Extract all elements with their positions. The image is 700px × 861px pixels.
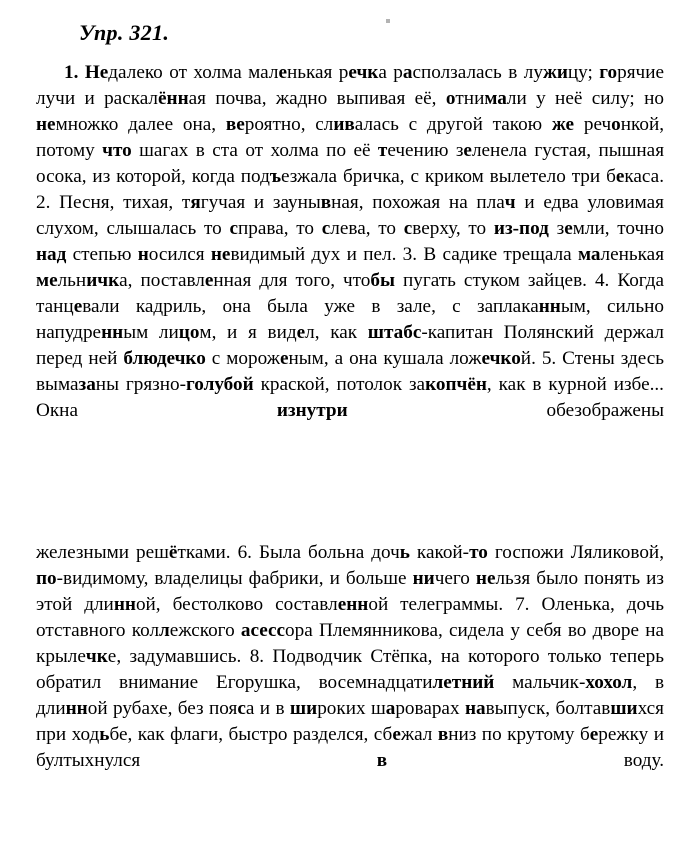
emphasis-span: с — [237, 698, 246, 719]
emphasis-span: е — [463, 140, 472, 161]
emphasis-span: ённ — [158, 88, 189, 109]
emphasis-span: за — [78, 374, 96, 395]
emphasis-span: ичк — [86, 270, 120, 291]
exercise-paragraph-1: 1. Недалеко от холма маленькая речка расползалась в лужицу; горячие лучи и раскалённая почва, жадно выпивая её, отнимали у неё силу; но немножко далее она, вероятно, сливалась с другой такою же речонкой, потому что шагах в ста от холма по её течению зеленела густая, пышная осока, из которой, когда подъезжала бричка, с криком вылетело три бекаса. 2. Песня, тихая, тягучая и заунывная, похожая на плач и едва уловимая слухом, слышалась то справа, то слева, то сверху, то из-под земли, точно над степью носился невидимый дух и пел. 3. В садике трещала маленькая мельничка, поставленная для того, чтобы пугать стуком зайцев. 4. Когда танцевали кадриль, она была уже в зале, с заплаканным, сильно напудренным лицом, и я видел, как штабс-капитан Полянский держал перед ней блюдечко с мороженым, а она кушала ложечкой. 5. Стены здесь вымазаны грязно-голубой краской, потолок закопчён, как в курной избе... Окна изнутри обезображены — [36, 62, 665, 421]
emphasis-span: ма — [484, 88, 507, 109]
emphasis-span: е — [589, 724, 599, 745]
emphasis-span: е — [73, 296, 83, 317]
emphasis-span: т — [377, 140, 388, 161]
emphasis-span: е — [279, 348, 289, 369]
emphasis-span: с — [403, 218, 413, 239]
emphasis-span: хохол — [585, 672, 633, 693]
emphasis-span: е — [564, 218, 573, 239]
emphasis-span: ь — [399, 542, 410, 563]
emphasis-span: Не — [84, 62, 109, 83]
emphasis-span: в — [320, 192, 332, 213]
emphasis-span: асесс — [240, 620, 286, 641]
emphasis-span: не — [210, 244, 231, 265]
emphasis-span: ъ — [269, 166, 282, 187]
emphasis-span: ч — [504, 192, 516, 213]
emphasis-span: ечк — [348, 62, 379, 83]
emphasis-span: изнутри — [276, 400, 348, 421]
emphasis-span: л — [159, 620, 170, 641]
emphasis-span: на — [464, 698, 486, 719]
emphasis-span: не — [475, 568, 496, 589]
emphasis-span: ив — [333, 114, 355, 135]
emphasis-span: я — [190, 192, 201, 213]
emphasis-span: ни — [412, 568, 435, 589]
emphasis-span: нн — [65, 698, 88, 719]
emphasis-span: из-под — [493, 218, 549, 239]
emphasis-span: го — [599, 62, 618, 83]
emphasis-span: а — [402, 62, 413, 83]
emphasis-span: чк — [85, 646, 108, 667]
scan-artifact-speck — [386, 19, 390, 23]
emphasis-span: ме — [36, 270, 58, 291]
emphasis-span: нн — [101, 322, 124, 343]
emphasis-span: ь — [99, 724, 110, 745]
exercise-title: Упр. 321. — [79, 20, 170, 45]
emphasis-span: енн — [337, 594, 369, 615]
emphasis-span: с — [321, 218, 331, 239]
emphasis-span: ши — [610, 698, 638, 719]
emphasis-span: по — [36, 568, 57, 589]
emphasis-span: с — [229, 218, 239, 239]
emphasis-span: о — [445, 88, 456, 109]
emphasis-span: ши — [289, 698, 318, 719]
emphasis-span: то — [469, 542, 488, 563]
emphasis-span: ё — [168, 542, 178, 563]
emphasis-span: что — [102, 140, 132, 161]
emphasis-span: е — [204, 270, 214, 291]
emphasis-span: а — [385, 698, 396, 719]
exercise-paragraph-2: железными решётками. 6. Была больна дочь какой-то госпожи Ляликовой, по-видимому, владелицы фабрики, и больше ничего нельзя было понять из этой длинной, бестолково составленной телеграммы. 7. Оленька, дочь отставного коллежского асессора Племянникова, сидела у себя во дворе на крылечке, задумавшись. 8. Подводчик Стёпка, на которого только теперь обратил внимание Егорушка, восемнадцатилетний мальчик-хохол, в длинной рубахе, без пояса и в широких шароварах навыпуск, болтавшихся при ходьбе, как флаги, быстро разделся, сбежал вниз по крутому бережку и бултыхнулся в воду. — [36, 542, 665, 771]
emphasis-span: бы — [370, 270, 395, 291]
emphasis-span: ма — [577, 244, 601, 265]
emphasis-span: нн — [113, 594, 136, 615]
emphasis-span: в — [437, 724, 449, 745]
emphasis-span: блюдечко — [123, 348, 206, 369]
emphasis-span: летний — [432, 672, 495, 693]
emphasis-span: штабс — [367, 322, 422, 343]
emphasis-span: 1. — [64, 62, 79, 83]
exercise-body-part-one — [36, 60, 664, 450]
emphasis-span: жи — [542, 62, 568, 83]
emphasis-span: цо — [178, 322, 200, 343]
emphasis-span: е — [278, 62, 287, 83]
emphasis-span: копчён — [425, 374, 487, 395]
emphasis-span: же — [551, 114, 575, 135]
emphasis-span: е — [296, 322, 306, 343]
emphasis-span: ечко — [481, 348, 521, 369]
emphasis-span: над — [36, 244, 67, 265]
emphasis-span: не — [36, 114, 56, 135]
emphasis-span: нн — [538, 296, 561, 317]
emphasis-span: в — [376, 750, 388, 771]
exercise-body-part-two — [36, 540, 664, 800]
emphasis-span: ве — [225, 114, 245, 135]
emphasis-span: голубой — [186, 374, 254, 395]
emphasis-span: о — [611, 114, 621, 135]
emphasis-span: е — [615, 166, 625, 187]
emphasis-span: н — [137, 244, 149, 265]
emphasis-span: е — [392, 724, 401, 745]
